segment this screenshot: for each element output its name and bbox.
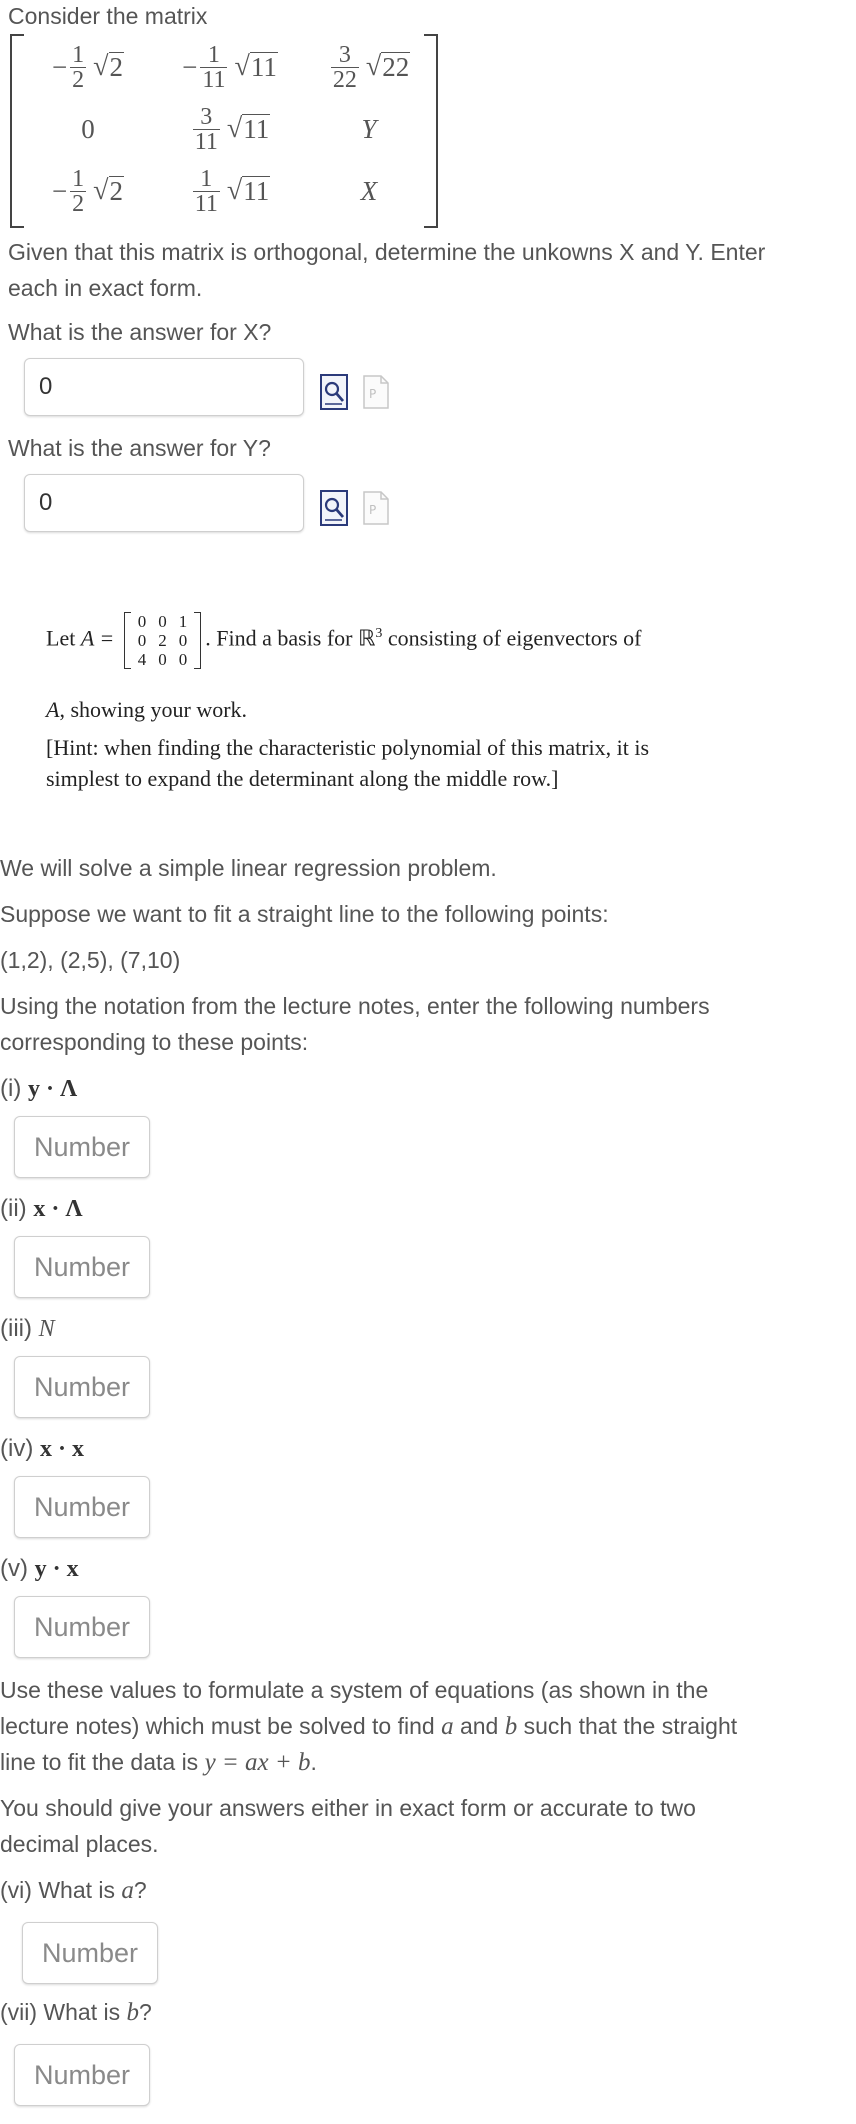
answer-x-input[interactable]: 0 <box>24 358 304 416</box>
q3-vii-label: (vii) What is b? <box>0 1999 152 2026</box>
matrix-A: 0 0 1 0 2 0 4 0 0 <box>124 612 202 669</box>
matrix-right-bracket <box>424 34 438 228</box>
question-x-label: What is the answer for X? <box>8 319 272 345</box>
matrix-r2c3: Y <box>361 113 377 144</box>
q3-intro: We will solve a simple linear regression problem. <box>0 855 497 881</box>
answer-b-input[interactable]: Number <box>14 2044 150 2106</box>
item-ii-input[interactable]: Number <box>14 1236 150 1298</box>
matrix-r2c2: $\frac{3}{11}$ √ 11 <box>194 103 270 155</box>
q2-hint-line1: [Hint: when finding the characteristic polynomial of this matrix, it is <box>46 735 650 760</box>
question-y-label: What is the answer for Y? <box>8 435 271 461</box>
item-i-input[interactable]: Number <box>14 1116 150 1178</box>
consisting-text: consisting of eigenvectors of <box>387 625 642 651</box>
q3-give-line2: decimal places. <box>0 1831 159 1857</box>
preview-icon[interactable] <box>320 374 348 410</box>
q3-give-line1: You should give your answers either in exact form or accurate to two <box>0 1795 696 1821</box>
svg-text:P: P <box>369 503 377 517</box>
item-v-label: (v) y · x <box>0 1555 79 1582</box>
q1-intro: Consider the matrix <box>8 3 208 29</box>
preview-icon[interactable] <box>320 490 348 526</box>
q3-suppose: Suppose we want to fit a straight line to the following points: <box>0 901 609 927</box>
q3-using-line2: corresponding to these points: <box>0 1029 309 1055</box>
item-iv-input[interactable]: Number <box>14 1476 150 1538</box>
item-iv-label: (iv) x · x <box>0 1435 85 1462</box>
a-equals: A = <box>80 625 115 651</box>
svg-text:P: P <box>369 387 377 401</box>
item-v-input[interactable]: Number <box>14 1596 150 1658</box>
q3-vi-label: (vi) What is a? <box>0 1877 147 1904</box>
item-i-label: (i) y · Λ <box>0 1075 78 1102</box>
let-text: Let <box>46 625 76 651</box>
matrix-r1c1: − $\frac{1}{2}$ √ 2 <box>51 41 124 93</box>
q3-use-line3: line to fit the data is y = ax + b. <box>0 1749 317 1776</box>
item-iii-input[interactable]: Number <box>14 1356 150 1418</box>
matrix-r3c1: − $\frac{1}{2}$ √ 2 <box>51 165 124 217</box>
item-iii-label: (iii) N <box>0 1315 55 1342</box>
matrix-r2c1: 0 <box>81 113 95 144</box>
q3-use-line2: lecture notes) which must be solved to find a and b such that the straight <box>0 1713 738 1740</box>
q1-given-line2: each in exact form. <box>8 275 203 301</box>
matrix-r1c3: $\frac{3}{22}$ √ 22 <box>332 41 410 93</box>
q2-hint-line2: simplest to expand the determinant along the middle row.] <box>46 766 559 791</box>
matrix-r3c3: X <box>360 175 378 206</box>
q3-points: (1,2), (2,5), (7,10) <box>0 947 181 973</box>
answer-a-input[interactable]: Number <box>22 1922 158 1984</box>
item-ii-label: (ii) x · Λ <box>0 1195 83 1222</box>
answer-y-input[interactable]: 0 <box>24 474 304 532</box>
q1-given-line1: Given that this matrix is orthogonal, determine the unkowns X and Y. Enter <box>8 239 766 265</box>
orthogonal-matrix <box>10 34 438 226</box>
matrix-left-bracket <box>10 34 24 228</box>
reals-symbol: ℝ <box>357 625 376 651</box>
matrix-r3c2: $\frac{1}{11}$ √ 11 <box>194 165 270 217</box>
q2-line2: A, showing your work. <box>46 697 248 722</box>
matrix-r1c2: − $\frac{1}{11}$ √ 11 <box>182 41 277 93</box>
find-text: . Find a basis for <box>205 625 353 651</box>
q2-line1: Let A = 0 0 1 0 2 0 4 0 0 . Find a basis for ℝ$^3$ consisting of eigenvectors of <box>46 612 642 669</box>
q3-using-line1: Using the notation from the lecture notes, enter the following numbers <box>0 993 710 1019</box>
help-page-icon[interactable] <box>362 374 390 410</box>
q3-use-line1: Use these values to formulate a system of equations (as shown in the <box>0 1677 709 1703</box>
help-page-icon[interactable] <box>362 490 390 526</box>
